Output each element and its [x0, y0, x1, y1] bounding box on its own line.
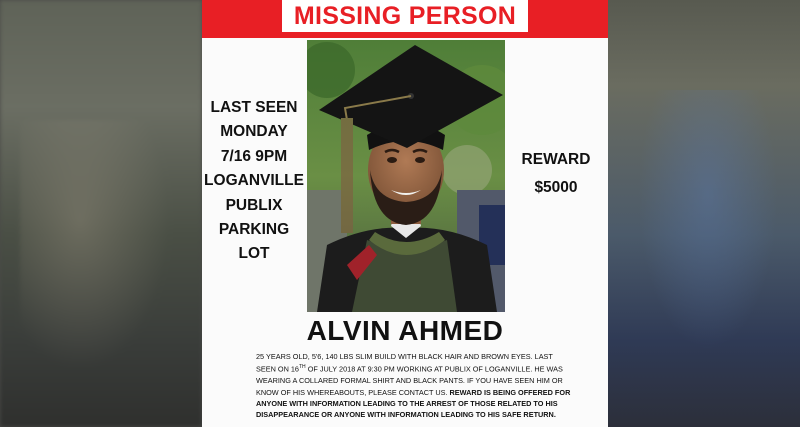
reward-notice: REWARD IS BEING OFFERED FOR ANYONE WITH INFORMATION LEADING TO THE ARREST OF THOSE RELATED TO HIS DISAPPEARANCE OR ANYONE WITH INFORMATION LEADING TO HIS SAFE RETURN.	[256, 387, 571, 420]
reward-label: REWARD	[521, 151, 591, 168]
last-seen-day: MONDAY	[220, 123, 288, 141]
person-description	[256, 351, 572, 421]
person-name: ALVIN AHMED	[306, 315, 504, 346]
location-line: LOGANVILLE	[204, 172, 304, 190]
blurred-background-left	[0, 0, 202, 427]
last-seen-time: 7/16 9PM	[220, 147, 288, 165]
graduation-portrait	[307, 40, 505, 312]
last-seen-label: LAST SEEN	[210, 99, 298, 116]
person-photo	[307, 40, 505, 312]
location-line: PARKING	[218, 221, 290, 239]
description-text-continued: OF JULY 2018 AT 9:30 PM WORKING AT PUBLIX OF LOGANVILLE. HE WAS WEARING A COLLARED FORMAL SHIRT AND BLACK PANTS. IF YOU HAVE SEEN HIM OR KNOW OF HIS WHEREABOUTS, PLEASE CONTACT US.	[256, 364, 563, 397]
description-text: 25 YEARS OLD, 5'6, 140 LBS SLIM BUILD WITH BLACK HAIR AND BROWN EYES. LAST SEEN ON 16	[256, 352, 553, 374]
location-line: PUBLIX	[225, 196, 283, 214]
header-band	[202, 0, 608, 38]
description-superscript: TH	[299, 364, 306, 371]
last-seen-column	[202, 96, 306, 267]
header-box	[282, 0, 528, 32]
location-line: LOT	[238, 245, 270, 263]
reward-column	[504, 148, 608, 201]
missing-person-poster	[202, 0, 608, 427]
blurred-background-right	[608, 0, 800, 427]
reward-amount: $5000	[534, 179, 578, 197]
poster-title: MISSING PERSON	[293, 1, 517, 30]
